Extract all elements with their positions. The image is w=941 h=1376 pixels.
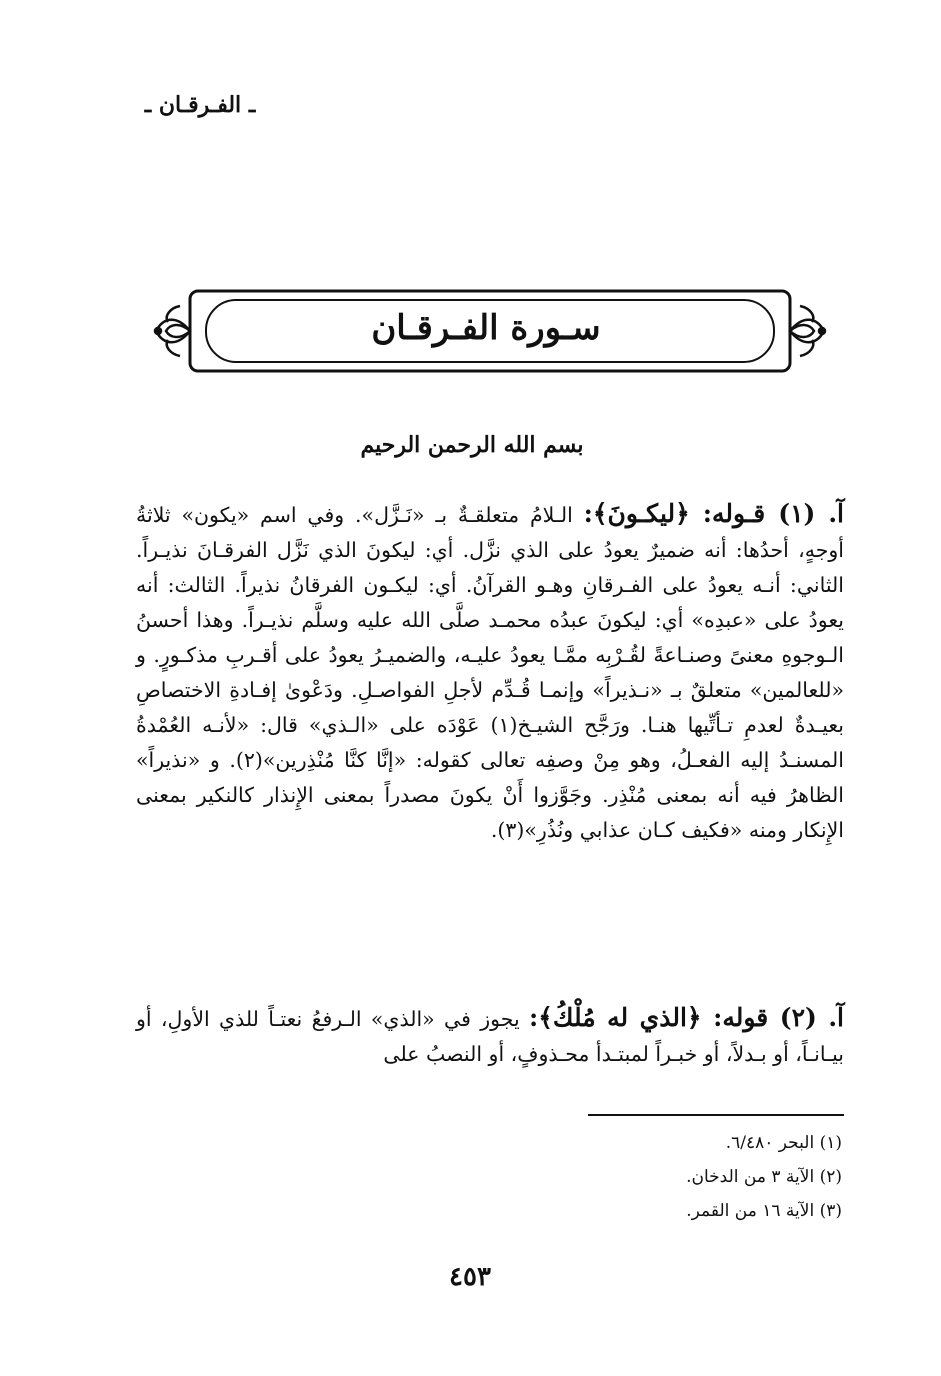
paragraph-text: يجوز في «الذي» الـرفعُ نعتـاً للذي الأولِ، أو بيـانـاً، أو بـدلاً، أو خبـراً لمبتـدأ محـذوفٍ، أو النصبُ على — [136, 1007, 844, 1066]
verse-reference: آ. (١) قـوله: ﴿ليكـونَ﴾: — [583, 499, 844, 528]
footnote-divider — [588, 1114, 844, 1116]
verse-reference: آ. (٢) قوله: ﴿الذي له مُلْكُ﴾: — [529, 1003, 844, 1032]
surah-title: سـورة الفـرقـان — [371, 308, 601, 348]
commentary-paragraph — [136, 496, 844, 848]
running-header: ـ الفـرقـان ـ — [144, 92, 256, 118]
commentary-paragraph — [136, 1000, 844, 1072]
basmala: بسم الله الرحمن الرحيم — [360, 432, 584, 458]
footnote: (٢) الآية ٣ من الدخان. — [686, 1167, 842, 1187]
page-number: ٤٥٣ — [449, 1262, 491, 1292]
paragraph-text: الـلامُ متعلقـةٌ بـ «نَـزَّل». وفي اسم «يكون» ثلاثةُ أوجهٍ، أحدُها: أنه ضميرٌ يعودُ على الذي نزَّل. أي: ليكونَ الذي نَزَّل الفرقـانَ نذيـراً. الثاني: أنـه يعودُ على الفـرقانِ وهـو القرآنُ. أي: ليكـون الفرقانُ نذيراً. الثالث: أنه يعودُ على «عبدِه» أي: ليكونَ عبدُه محمـد صلَّى الله عليه وسلَّم نذيـراً. وهذا أحسنُ الـوجوهِ معنىً وصنـاعةً لقُـرْبِه ممَّـا يعودُ عليـه، والضميـرُ يعودُ على أقـربِ مذكـورٍ. و «للعالمين» متعلقٌ بـ «نـذيراً» وإنمـا قُـدِّم لأجلِ الفواصـلِ. ودَعْوىٰ إفـادةِ الاختصاصِ بعيـدةٌ لعدمِ تـأتِّيها هنـا. ورَجَّح الشيـخ(١) عَوْدَه على «الـذي» قال: «لأنـه العُمْدةُ المسنـدُ إليه الفعـلُ، وهو مِنْ وصفِه تعالى كقوله: «إنَّا كنَّا مُنْذِرين»(٢). و «نذيراً» الظاهرُ فيه أنه بمعنى مُنْذِر. وجَوَّزوا أَنْ يكونَ مصدراً بمعنى الإِنذار كالنكير بمعنى الإِنكار ومنه «فكيف كـان عذابي ونُذُرِ»(٣). — [136, 503, 844, 842]
footnotes — [480, 1126, 842, 1228]
footnote: (١) البحر ٦/٤٨٠. — [725, 1133, 842, 1153]
footnote: (٣) الآية ١٦ من القمر. — [686, 1201, 842, 1221]
